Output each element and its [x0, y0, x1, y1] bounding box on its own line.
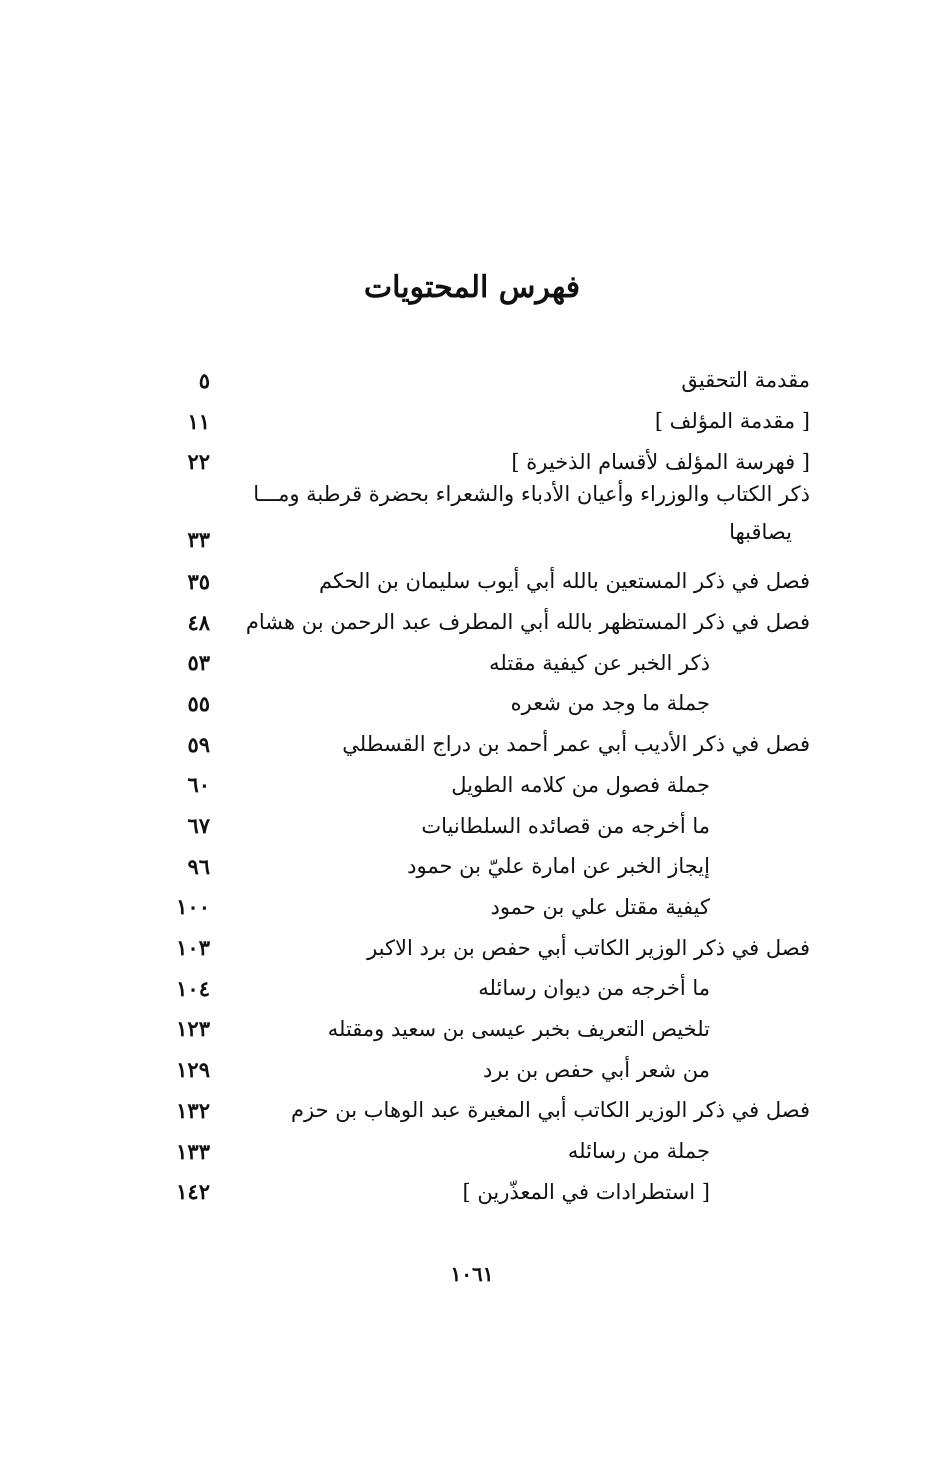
toc-entry-title: ذكر الخبر عن كيفية مقتله: [489, 650, 710, 675]
toc-page-number: ٥٩: [187, 731, 210, 757]
toc-page-number: ٥٥: [187, 690, 210, 716]
toc-entry: [150, 602, 810, 643]
toc-entry-title: [ استطرادات في المعذّرين ]: [462, 1179, 710, 1204]
table-of-contents: [150, 360, 810, 1212]
toc-entry: [150, 846, 810, 887]
toc-entry: [150, 927, 810, 968]
toc-page-number: ١٣٣: [176, 1138, 210, 1164]
toc-page-number: ٦٠: [187, 772, 210, 798]
toc-entry: [150, 683, 810, 724]
toc-entry-title: ما أخرجه من قصائده السلطانيات: [421, 813, 710, 838]
toc-entry-title: ذكر الكتاب والوزراء وأعيان الأدباء والشعراء بحضرة قرطبة ومـــا: [253, 482, 810, 507]
toc-entry: [150, 1171, 810, 1212]
toc-page-number: ١٣٢: [176, 1097, 210, 1123]
toc-entry: [150, 1131, 810, 1172]
toc-entry: [150, 561, 810, 602]
toc-page-number: ٣٥: [187, 568, 210, 594]
toc-entry-title: فصل في ذكر الوزير الكاتب أبي حفص بن برد الاكبر: [367, 935, 810, 960]
toc-entry-title: جملة من رسائله: [567, 1139, 710, 1164]
page-title: فهرس المحتويات: [363, 270, 581, 305]
toc-entry-title-continued: يصاقبها: [729, 520, 792, 545]
toc-page-number: ١١: [187, 408, 210, 434]
toc-entry-title: تلخيص التعريف بخبر عيسى بن سعيد ومقتله: [327, 1016, 710, 1041]
toc-entry: [150, 401, 810, 442]
toc-entry: [150, 724, 810, 765]
toc-entry-title: جملة ما وجد من شعره: [510, 691, 710, 716]
toc-entry: [150, 968, 810, 1009]
toc-page-number: ٢٢: [187, 449, 210, 475]
toc-entry-title: مقدمة التحقيق: [681, 368, 810, 393]
toc-entry: [150, 805, 810, 846]
toc-entry: [150, 482, 810, 561]
toc-entry: [150, 1049, 810, 1090]
toc-entry: [150, 360, 810, 401]
toc-page-number: ٦٧: [187, 813, 210, 839]
toc-entry: [150, 887, 810, 928]
toc-entry: [150, 1090, 810, 1131]
toc-entry-title: فصل في ذكر الأديب أبي عمر أحمد بن دراج القسطلي: [342, 732, 810, 757]
toc-page-number: ١٢٩: [176, 1057, 210, 1083]
toc-entry-title: فصل في ذكر المستعين بالله أبي أيوب سليمان بن الحكم: [319, 569, 810, 594]
toc-page-number: ١٢٣: [176, 1016, 210, 1042]
toc-entry-title: فصل في ذكر المستظهر بالله أبي المطرف عبد الرحمن بن هشام: [245, 610, 810, 635]
toc-page-number: ٥: [198, 367, 210, 393]
toc-entry-title: كيفية مقتل علي بن حمود: [490, 894, 710, 919]
toc-entry: [150, 765, 810, 806]
toc-page-number: ١٤٢: [176, 1179, 210, 1205]
toc-page-number: ١٠٤: [176, 975, 210, 1001]
toc-entry-title: جملة فصول من كلامه الطويل: [451, 772, 710, 797]
toc-page-number: ١٠٠: [176, 894, 210, 920]
toc-page-number: ١٠٣: [176, 935, 210, 961]
toc-page-number: ٩٦: [187, 853, 210, 879]
page-folio-number: ١٠٦١: [450, 1262, 494, 1286]
toc-page-number: ٥٣: [187, 650, 210, 676]
toc-entry: [150, 441, 810, 482]
toc-entry: [150, 1009, 810, 1050]
toc-entry-title: من شعر أبي حفص بن برد: [482, 1057, 710, 1082]
toc-page-number: ٣٣: [187, 527, 210, 553]
toc-entry-title: فصل في ذكر الوزير الكاتب أبي المغيرة عبد الوهاب بن حزم: [291, 1098, 810, 1123]
toc-entry-title: إيجاز الخبر عن امارة عليّ بن حمود: [407, 854, 710, 879]
toc-entry: [150, 642, 810, 683]
toc-entry-title: [ فهرسة المؤلف لأقسام الذخيرة ]: [511, 449, 810, 474]
toc-entry-title: ما أخرجه من ديوان رسائله: [478, 976, 710, 1001]
toc-page-number: ٤٨: [187, 609, 210, 635]
toc-entry-title: [ مقدمة المؤلف ]: [654, 409, 810, 434]
